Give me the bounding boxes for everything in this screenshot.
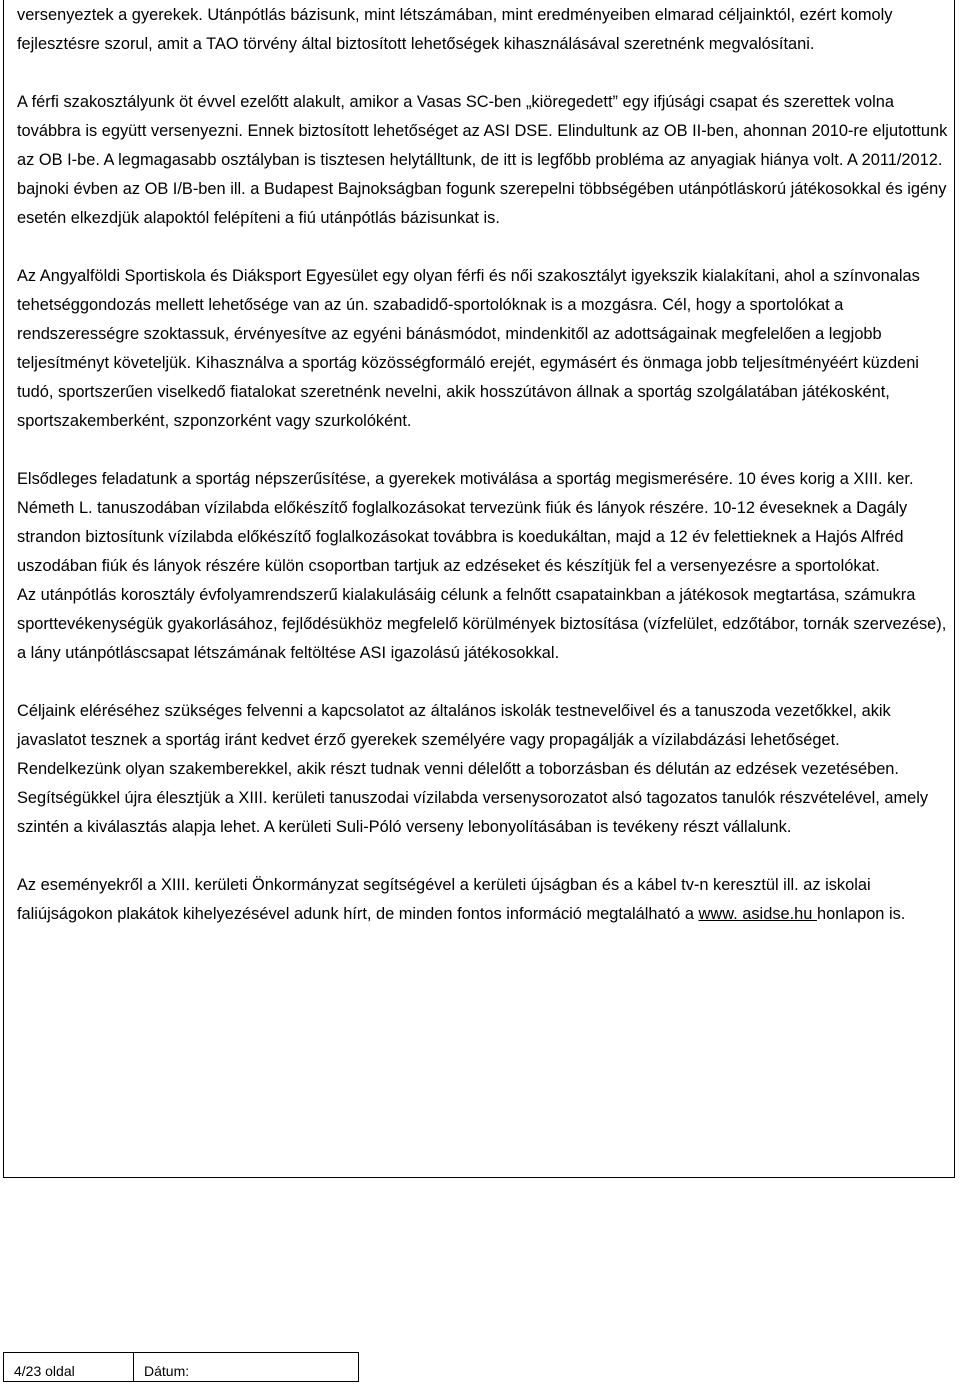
date-field: Dátum: (144, 1363, 190, 1379)
paragraph-primary-task: Elsődleges feladatunk a sportág népszerűsítése, a gyerekek motiválása a sportág megismerésére. 10 éves korig a XIII. ker. Németh L. tanuszodában vízilabda előkészítő foglalkozásokat tervezünk fiúk és lányok részére. 10-12 éveseknek a Dagály strandon biztosítunk vízilabda előkészítő foglalkozásokat továbbra is koedukáltan, majd a 12 év felettieknek a Hajós Alfréd uszodában fiúk és lányok részére külön csoportban tartjuk az edzéseket és készítjük fel a versenyezésre a sportolókat. (17, 470, 914, 575)
page-number: 4/23 oldal (4, 1353, 134, 1381)
document-frame (3, 0, 955, 1178)
paragraph-club-goals: Az Angyalföldi Sportiskola és Diáksport Egyesület egy olyan férfi és női szakosztályt igyekszik kialakítani, ahol a színvonalas tehetséggondozás mellett lehetősége van az ún. szabadidő-sportolóknak is a mozgásra. Cél, hogy a sportolókat a rendszerességre szoktassuk, érvényesítve az egyéni bánásmódot, mindenkitől az adottságainak megfelelően a legjobb teljesítményt követeljük. Kihasználva a sportág közösségformáló erejét, egymásért és önmaga jobb teljesítményéért küzdeni tudó, sportszerűen viselkedő fiatalokat szeretnénk nevelni, akik hosszútávon állnak a sportág szolgálatában játékosként, sportszakemberként, szponzorként vagy szurkolóként. (17, 267, 920, 430)
paragraph-youth-goals: Az utánpótlás korosztály évfolyamrendszerű kialakulásáig célunk a felnőtt csapatainkban a játékosok megtartása, számukra sporttevékenységük gyakorlásához, fejlődésükhöz megfelelő körülmények biztosítása (vízfelület, edzőtábor, tornák szervezése), a lány utánpótláscsapat létszámának feltöltése ASI igazolású játékosokkal. (17, 586, 947, 662)
paragraph-mens-section: A férfi szakosztályunk öt évvel ezelőtt alakult, amikor a Vasas SC-ben „kiöregedett” egy ifjúsági csapat és szerettek volna továbbra is együtt versenyezni. Ennek biztosított lehetőséget az ASI DSE. Elindultunk az OB II-ben, ahonnan 2010-re eljutottunk az OB I-be. A legmagasabb osztályban is tisztesen helytálltunk, de itt is legfőbb probléma az anyagiak hiánya volt. A 2011/2012. bajnoki évben az OB I/B-ben ill. a Budapest Bajnokságban fogunk szerepelni többségében utánpótláskorú játékosokkal és igény esetén elkezdjük alapoktól felépíteni a fiú utánpótlás bázisunkat is. (17, 93, 948, 227)
information-text-end: honlapon is. (816, 905, 906, 923)
website-link[interactable]: www. asidse.hu (698, 905, 817, 923)
document-body (17, 1, 952, 929)
paragraph-information (17, 871, 952, 929)
paragraph-specialists: Rendelkezünk olyan szakemberekkel, akik részt tudnak venni délelőtt a toborzásban és délután az edzések vezetésében. Segítségükkel újra élesztjük a XIII. kerületi tanuszodai vízilabda versenysorozatot alsó tagozatos tanulók részvételével, amely szintén a kiválasztás alapja lehet. A kerületi Suli-Póló verseny lebonyolításában is tevékeny részt vállalunk. (17, 760, 929, 836)
paragraph-school-contacts: Céljaink eléréséhez szükséges felvenni a kapcsolatot az általános iskolák testnevelőivel és a tanuszoda vezetőkkel, akik javaslatot tesznek a sportág iránt kedvet érző gyerekek személyére vagy propagálják a vízilabdázási lehetőséget. (17, 702, 891, 749)
page-footer (3, 1352, 359, 1382)
paragraph-intro-continuation: versenyeztek a gyerekek. Utánpótlás bázisunk, mint létszámában, mint eredményeiben elmarad céljainktól, ezért komoly fejlesztésre szorul, amit a TAO törvény által biztosított lehetőségek kihasználásával szeretnénk megvalósítani. (17, 6, 893, 53)
information-text: Az eseményekről a XIII. kerületi Önkormányzat segítségével a kerületi újságban és a kábel tv-n keresztül ill. az iskolai faliújságokon plakátok kihelyezésével adunk hírt, de minden fontos információ megtalálható a (17, 876, 871, 923)
